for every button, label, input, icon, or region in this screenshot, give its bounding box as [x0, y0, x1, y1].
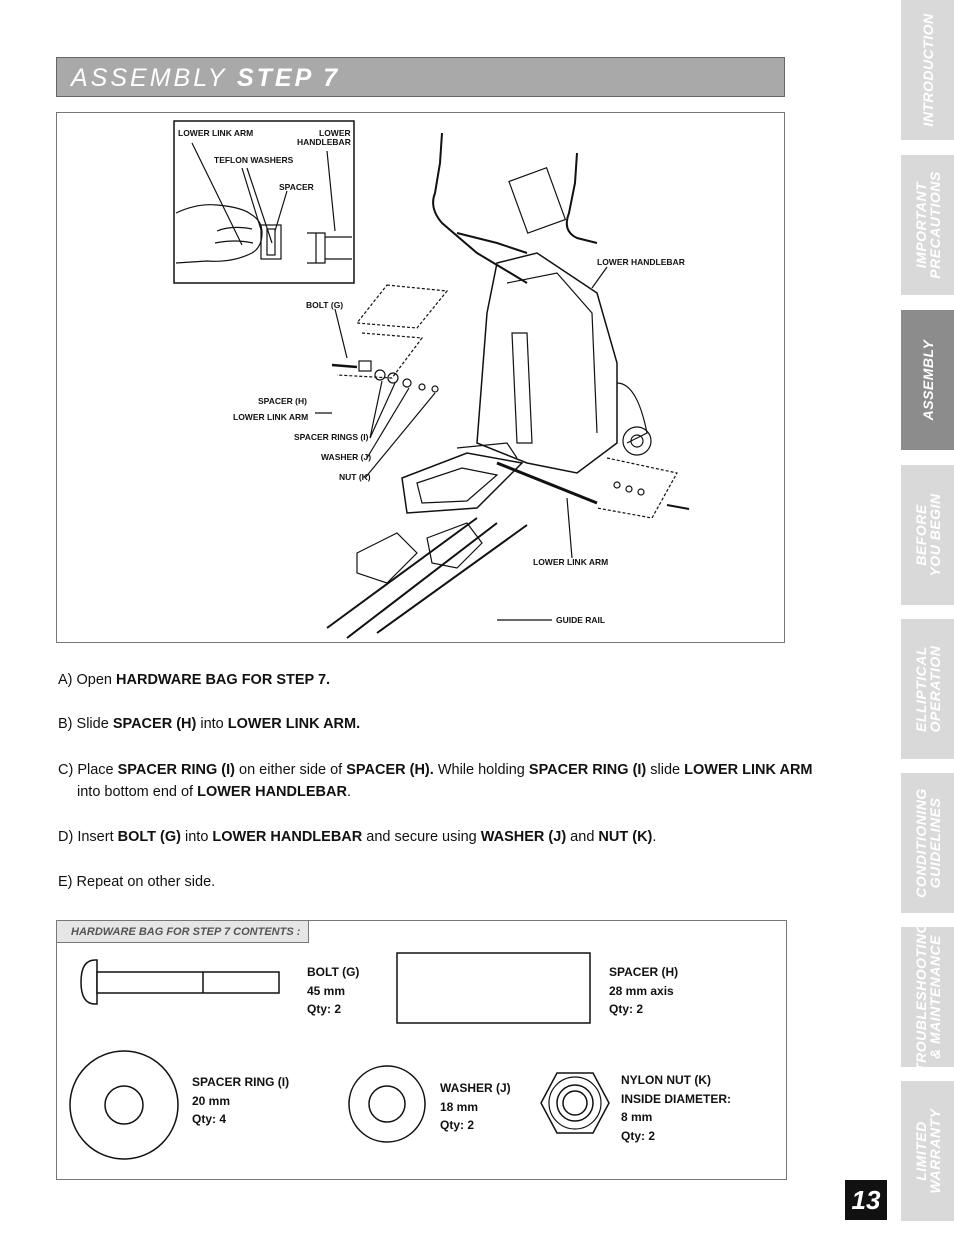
label-bolt-g: BOLT (G) — [306, 300, 344, 310]
tab-introduction[interactable]: INTRODUCTION — [901, 0, 954, 140]
label-lower-link-arm-mid: LOWER LINK ARM — [233, 412, 309, 422]
nylon-nut-icon — [539, 1071, 611, 1135]
page-title-step: STEP 7 — [236, 64, 341, 92]
spacer-ring-icon — [68, 1049, 180, 1161]
tab-conditioning-guidelines[interactable]: CONDITIONING GUIDELINES — [901, 773, 954, 913]
tab-assembly[interactable]: ASSEMBLY — [901, 310, 954, 450]
label-nut-k: NUT (K) — [339, 472, 371, 482]
label-guide-rail: GUIDE RAIL — [556, 615, 606, 625]
label-teflon-washers: TEFLON WASHERS — [214, 155, 294, 165]
label-washer-j: WASHER (J) — [321, 452, 372, 462]
label-spacer: SPACER — [279, 182, 314, 192]
label-lower-handlebar-inset-1: LOWER — [319, 128, 351, 138]
instruction-c: C) Place SPACER RING (I) on either side of SPACER (H). While holding SPACER RING (I) slide LOWER LINK ARM into bottom end of LOWER HANDLEBAR. — [58, 762, 813, 800]
label-lower-handlebar: LOWER HANDLEBAR — [597, 257, 685, 267]
label-spacer-rings-i: SPACER RINGS (I) — [294, 432, 369, 442]
hardware-tab-label: HARDWARE BAG FOR STEP 7 CONTENTS : — [57, 921, 309, 943]
page-title: ASSEMBLY STEP 7 — [71, 64, 341, 92]
instruction-d: D) Insert BOLT (G) into LOWER HANDLEBAR and secure using WASHER (J) and NUT (K). — [58, 829, 657, 845]
hardware-contents-box — [56, 920, 787, 1180]
hardware-item-washer: WASHER (J) 18 mm Qty: 2 — [440, 1081, 511, 1132]
tab-limited-warranty[interactable]: LIMITED WARRANTY — [901, 1081, 954, 1221]
bolt-icon — [75, 957, 285, 1007]
spacer-icon — [395, 951, 593, 1025]
page-number: 13 — [845, 1180, 887, 1220]
assembly-diagram — [56, 112, 785, 643]
instruction-a: A) Open HARDWARE BAG FOR STEP 7. — [58, 672, 331, 688]
instruction-e: E) Repeat on other side. — [58, 874, 216, 890]
hardware-item-bolt: BOLT (G) 45 mm Qty: 2 — [307, 965, 360, 1016]
hardware-item-nylon-nut: NYLON NUT (K) INSIDE DIAMETER: 8 mm Qty: 2 — [621, 1073, 732, 1143]
hardware-item-spacer: SPACER (H) 28 mm axis Qty: 2 — [609, 965, 679, 1016]
washer-icon — [347, 1064, 427, 1144]
hardware-item-spacer-ring: SPACER RING (I) 20 mm Qty: 4 — [192, 1075, 290, 1126]
tab-troubleshooting-maintenance[interactable]: TROUBLESHOOTING & MAINTENANCE — [901, 927, 954, 1067]
label-spacer-h: SPACER (H) — [258, 396, 307, 406]
label-lower-link-arm-bottom: LOWER LINK ARM — [533, 557, 609, 567]
tab-elliptical-operation[interactable]: ELLIPTICAL OPERATION — [901, 619, 954, 759]
elliptical-illustration — [57, 113, 786, 644]
section-title-bar — [56, 57, 785, 97]
label-lower-handlebar-inset-2: HANDLEBAR — [297, 137, 351, 147]
instruction-b: B) Slide SPACER (H) into LOWER LINK ARM. — [58, 716, 361, 732]
tab-important-precautions[interactable]: IMPORTANT PRECAUTIONS — [901, 155, 954, 295]
label-lower-link-arm-inset: LOWER LINK ARM — [178, 128, 254, 138]
tab-before-you-begin[interactable]: BEFORE YOU BEGIN — [901, 465, 954, 605]
